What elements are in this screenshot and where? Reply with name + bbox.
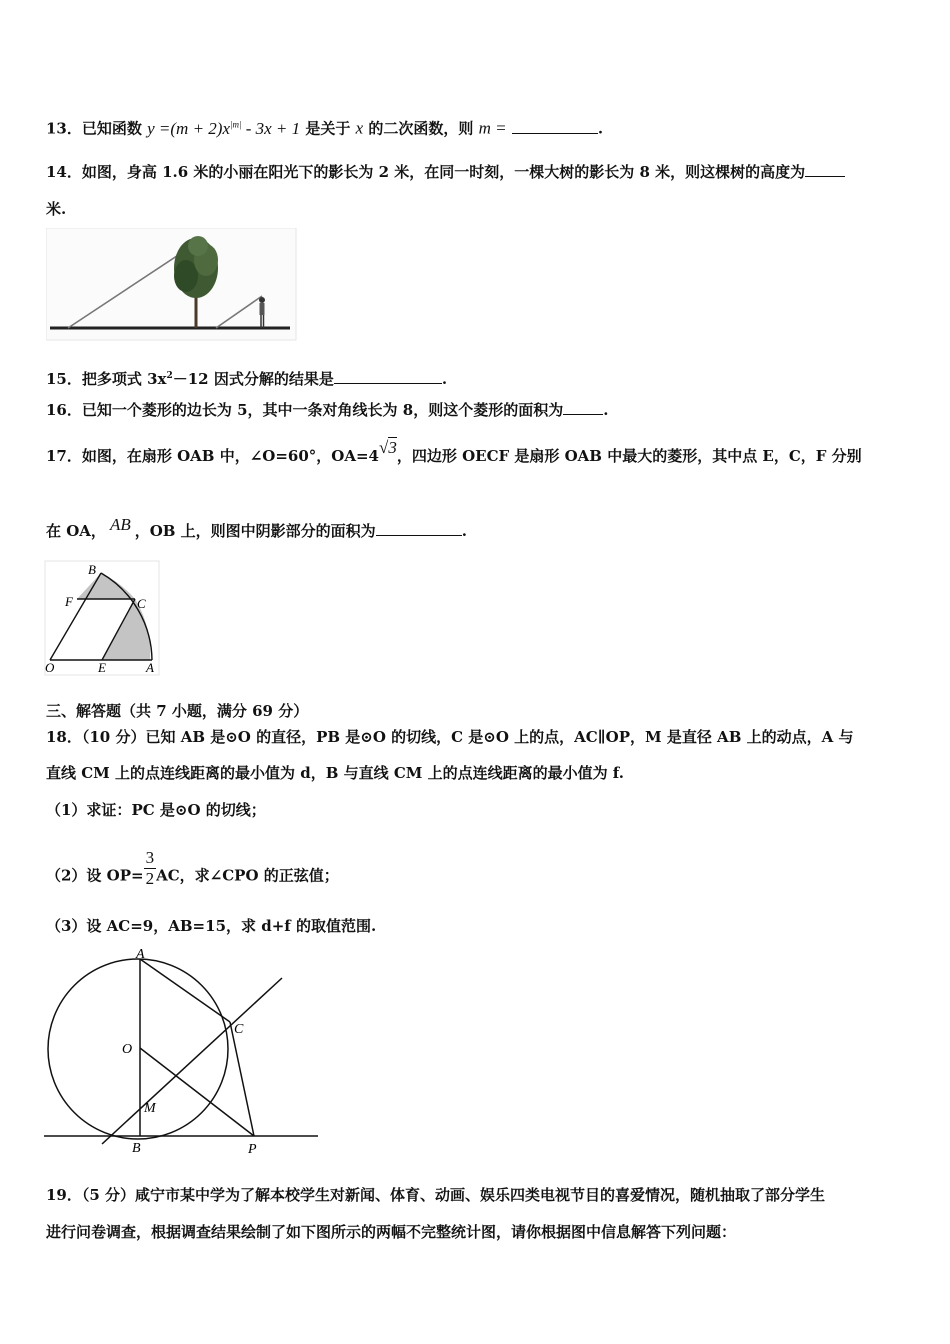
q17-end: . [461, 522, 467, 540]
frac-denominator: 2 [145, 869, 155, 888]
q14-answer-blank[interactable] [805, 162, 845, 177]
q18-part1: （1）求证：PC 是⊙O 的切线； [46, 801, 266, 819]
q14-figure [46, 228, 298, 342]
q17-text-a: 17．如图，在扇形 OAB 中，∠O=60°，OA=4 [46, 447, 379, 465]
label-c: C [137, 596, 146, 611]
q13-mid2: 的二次函数，则 [368, 119, 474, 138]
question-17 [46, 438, 862, 466]
label-m: M [144, 1101, 156, 1116]
sqrt-icon: √ [379, 438, 389, 457]
q13-var-x: x [355, 118, 364, 138]
q15-answer-blank[interactable] [334, 369, 442, 384]
q17-answer-blank[interactable] [376, 521, 462, 536]
q19-line2: 进行问卷调查，根据调查结果绘制了如下图所示的两幅不完整统计图，请你根据图中信息解答下列问题： [46, 1223, 737, 1241]
frac-numerator: 3 [145, 848, 155, 867]
question-16 [46, 400, 608, 420]
line-cm [102, 978, 282, 1144]
q14-line1: 14．如图，身高 1.6 米的小丽在阳光下的影长为 2 米，在同一时刻，一棵大树的影长为 8 米，则这棵树的高度为 [46, 163, 806, 181]
q19-line1: 19．（5 分）咸宁市某中学为了解本校学生对新闻、体育、动画、娱乐四类电视节目的喜爱情况，随机抽取了部分学生 [46, 1186, 826, 1204]
q13-exponent: |m| [230, 119, 242, 129]
q17-sqrt-num: 3 [388, 438, 397, 457]
segment-ac [140, 959, 230, 1022]
question-15 [46, 366, 447, 389]
q18-part3: （3）设 AC=9，AB=15，求 d+f 的取值范围. [46, 917, 377, 935]
label-e: E [98, 660, 106, 675]
q18-part2 [46, 848, 339, 897]
q13-mid: 是关于 [305, 119, 351, 138]
label-p: P [248, 1142, 257, 1156]
q17-sqrt [379, 438, 397, 457]
label-b: B [88, 562, 96, 577]
q18-fraction [144, 848, 157, 889]
label-o: O [45, 660, 55, 675]
q17-arc-ab: AB [109, 515, 131, 534]
q18-part2-a: （2）设 OP= [46, 866, 144, 885]
q15-sup: 2 [166, 371, 173, 381]
q13-answer-blank[interactable] [512, 119, 598, 134]
label-a: A [146, 660, 154, 675]
q13-var-m: m = [478, 118, 507, 138]
q16-end: . [603, 401, 609, 419]
q18-figure [44, 944, 320, 1156]
q14-line2: 米. [46, 200, 67, 218]
q13-formula [147, 119, 300, 138]
q17-text-b: ，四边形 OECF 是扇形 OAB 中最大的菱形，其中点 E，C，F 分别 [396, 447, 862, 465]
q13-number: 13．已知函数 [46, 119, 142, 138]
section3-title: 三、解答题（共 7 小题，满分 69 分） [46, 702, 309, 720]
q16-answer-blank[interactable] [563, 400, 603, 415]
label-a: A [136, 947, 145, 962]
q13-end: . [597, 119, 604, 138]
label-b: B [132, 1141, 141, 1156]
q13-formula-tail: - 3x + 1 [241, 118, 301, 138]
question-13 [46, 114, 603, 139]
question-14 [46, 162, 845, 182]
q15-end: . [441, 370, 448, 388]
q14-figure-frame [46, 228, 296, 340]
circle-o [48, 959, 228, 1139]
q15-text-a: 15．把多项式 3x [46, 370, 167, 388]
q17-line2-b: ，OB 上，则图中阴影部分的面积为 [134, 522, 376, 540]
label-f: F [65, 594, 73, 609]
q16-text: 16．已知一个菱形的边长为 5，其中一条对角线长为 8，则这个菱形的面积为 [46, 401, 564, 419]
label-o: O [122, 1042, 133, 1057]
label-c: C [234, 1022, 244, 1037]
segment-cp [230, 1022, 254, 1136]
q17-line2 [46, 515, 467, 541]
q18-line2: 直线 CM 上的点连线距离的最小值为 d，B 与直线 CM 上的点连线距离的最小值为 f. [46, 764, 624, 782]
segment-op [140, 1048, 254, 1136]
q17-figure [44, 560, 162, 678]
q17-line2-a: 在 OA， [46, 522, 106, 540]
q13-formula-main: y =(m + 2)x [147, 118, 230, 138]
q18-part2-b: AC，求∠CPO 的正弦值； [156, 866, 339, 885]
q18-line1: 18．（10 分）已知 AB 是⊙O 的直径，PB 是⊙O 的切线，C 是⊙O 上的点，AC∥OP，M 是直径 AB 上的动点，A 与 [46, 728, 854, 746]
q15-text-b: －12 因式分解的结果是 [172, 370, 334, 388]
